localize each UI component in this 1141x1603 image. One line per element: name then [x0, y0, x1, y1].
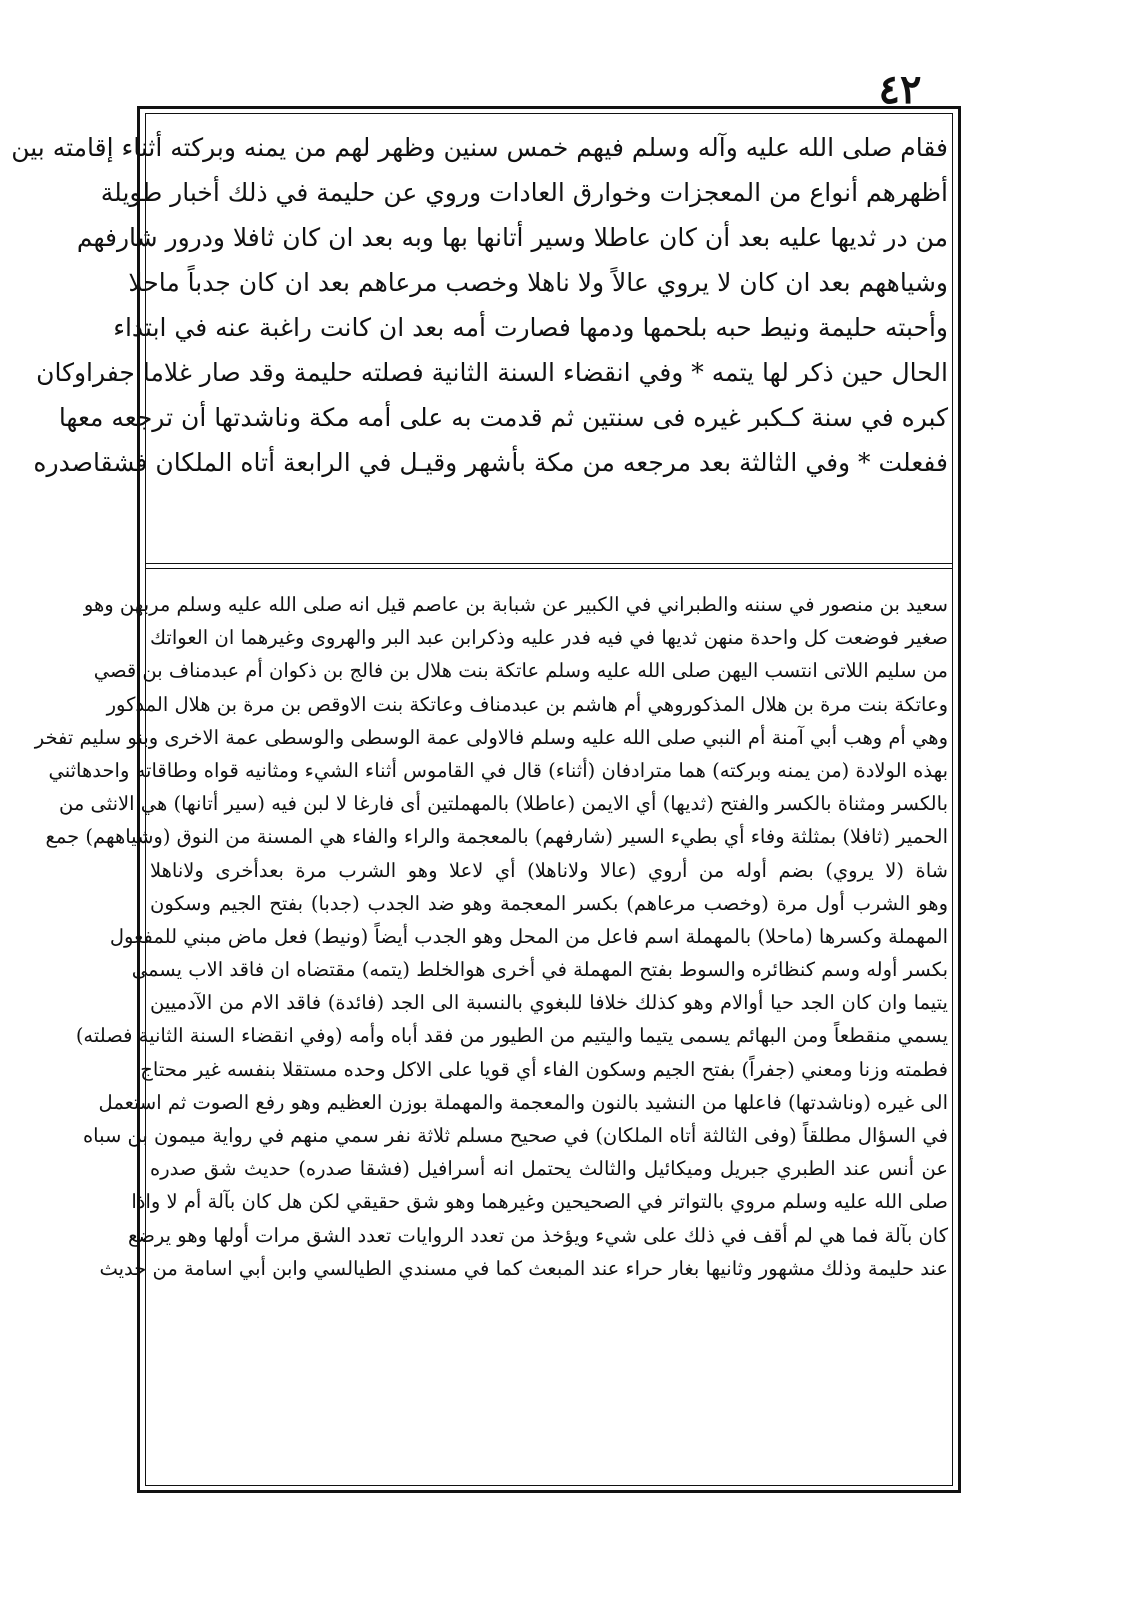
commentary-line: المهملة وكسرها (ماحلا) بالمهملة اسم فاعل من المحل وهو الجدب أيضاً (ونيط) فعل ماض مبني للمفعول [109, 924, 948, 948]
commentary-line: سعيد بن منصور في سننه والطبراني في الكبير عن شبابة بن عاصم قيل انه صلى الله عليه وسلم مربهن وهو [83, 593, 948, 616]
page-number: ٤٢ [878, 66, 922, 113]
main-text-line: ففعلت * وفي الثالثة بعد مرجعه من مكة بأشهر وقيـل في الرابعة أتاه الملكان فشقاصدره [33, 448, 948, 477]
commentary-line: في السؤال مطلقاً (وفى الثالثة أتاه الملكان) في صحيح مسلم ثلاثة نفر سمي منهم في رواية ميمون بن سباه [82, 1124, 948, 1147]
commentary-line: بالكسر ومثناة بالكسر والفتح (ثديها) أي الايمن (عاطلا) بالمهملتين أى فارغا لا لبن فيه (سير أتانها) هي الانثى من [58, 792, 948, 816]
commentary-line: كان بآلة فما هي لم أقف في ذلك على شيء ويؤخذ من تعدد الروايات تعدد الشق مرات أولها وهو يرضع [127, 1223, 948, 1247]
commentary-line: بهذه الولادة (من يمنه وبركته) هما مترادفان (أثناء) قال في القاموس أثناء الشيء ومثانيه قواه وطاقاته واحدهاثني [48, 758, 948, 782]
main-text-line: أظهرهم أنواع من المعجزات وخوارق العادات وروي عن حليمة في ذلك أخبار طويلة [100, 178, 948, 207]
main-text-block [11, 125, 948, 485]
main-text-line: وشياههم بعد ان كان لا يروي عالاً ولا ناهلا وخصب مرعاهم بعد ان كان جدباً ماحلا [128, 268, 948, 297]
commentary-line: يسمي منقطعاً ومن البهائم يسمى يتيما واليتيم من الطيور من فقد أباه وأمه (وفي انقضاء السنة الثانية فصلته) [75, 1024, 948, 1048]
main-text-line: من در ثديها عليه بعد أن كان عاطلا وسير أتانها بها وبه بعد ان كان ثافلا ودرور شارفهم [76, 223, 948, 252]
main-text-line: كبره في سنة كـكبر غيره فى سنتين ثم قدمت به على أمه مكة وناشدتها أن ترجعه معها [58, 403, 948, 432]
commentary-line: صغير فوضعت كل واحدة منهن ثديها في فيه فدر عليه وذكرابن عبد البر والهروى وغيرهما ان العواتك [150, 626, 948, 650]
commentary-line: وهي أم وهب أبي آمنة أم النبي صلى الله عليه وسلم فالاولى عمة الوسطى والوسطى عمة الاخرى وبنو سليم تفخر [34, 725, 948, 749]
commentary-line: صلى الله عليه وسلم مروي بالتواتر في الصحيحين وغيرهما وهو شق حقيقي لكن هل كان بآلة أم لا واذا [131, 1190, 948, 1214]
commentary-line: يتيما وان كان الجد حيا أوالام وهو كذلك خلافا للبغوي بالنسبة الى الجد (فائدة) فاقد الام من الآدميين [150, 991, 948, 1015]
commentary-line: الى غيره (وناشدتها) فاعلها من النشيد بالنون والمعجمة والمهملة بوزن العظيم وهو رفع الصوت ثم استعمل [98, 1090, 948, 1114]
main-text-line: فقام صلى الله عليه وآله وسلم فيهم خمس سنين وظهر لهم من يمنه وبركته أثناء إقامته بين [11, 133, 948, 162]
commentary-line: من سليم اللاتى انتسب اليهن صلى الله عليه وسلم عاتكة بنت هلال بن فالج بن ذكوان أم عبدمناف بن قصي [93, 659, 948, 683]
commentary-line: الحمير (ثافلا) بمثلثة وفاء أي بطيء السير (شارفهم) بالمعجمة والراء والفاء هي المسنة من النوق (وشياههم) جمع [45, 825, 948, 849]
commentary-line: عن أنس عند الطبري جبريل وميكائيل والثالث يحتمل انه أسرافيل (فشقا صدره) حديث شق صدره [150, 1157, 948, 1181]
commentary-line: وعاتكة بنت مرة بن هلال المذكوروهي أم هاشم بن عبدمناف وعاتكة بنت الاوقص بن مرة بن هلال المذكور [106, 692, 948, 716]
commentary-line: بكسر أوله وسم كنظائره والسوط بفتح المهملة في أخرى هوالخلط (يتمه) مقتضاه ان فاقد الاب يسمى [131, 958, 948, 982]
main-text-line: وأحبته حليمة ونيط حبه بلحمها ودمها فصارت أمه بعد ان كانت راغبة عنه في ابتداء [113, 313, 948, 342]
commentary-line: فطمته وزنا ومعني (جفراً) بفتح الجيم وسكون الفاء أي قويا على الاكل وحده مستقلا بنفسه غير محتاج [140, 1057, 948, 1081]
commentary-block [34, 588, 948, 1285]
main-text-line: الحال حين ذكر لها يتمه * وفي انقضاء السنة الثانية فصلته حليمة وقد صار غلاما جفراوكان [36, 358, 948, 387]
commentary-line: شاة (لا يروي) بضم أوله من أروي (عالا ولاناهلا) أي لاعلا وهو الشرب مرة بعدأخرى ولاناهلا [150, 858, 948, 882]
section-divider [145, 563, 953, 569]
commentary-line: عند حليمة وذلك مشهور وثانيها بغار حراء عند المبعث كما في مسندي الطيالسي وابن أبي اسامة من حديث [99, 1256, 948, 1280]
commentary-line: وهو الشرب أول مرة (وخصب مرعاهم) بكسر المعجمة وهو ضد الجدب (جدبا) بفتح الجيم وسكون [150, 891, 948, 915]
